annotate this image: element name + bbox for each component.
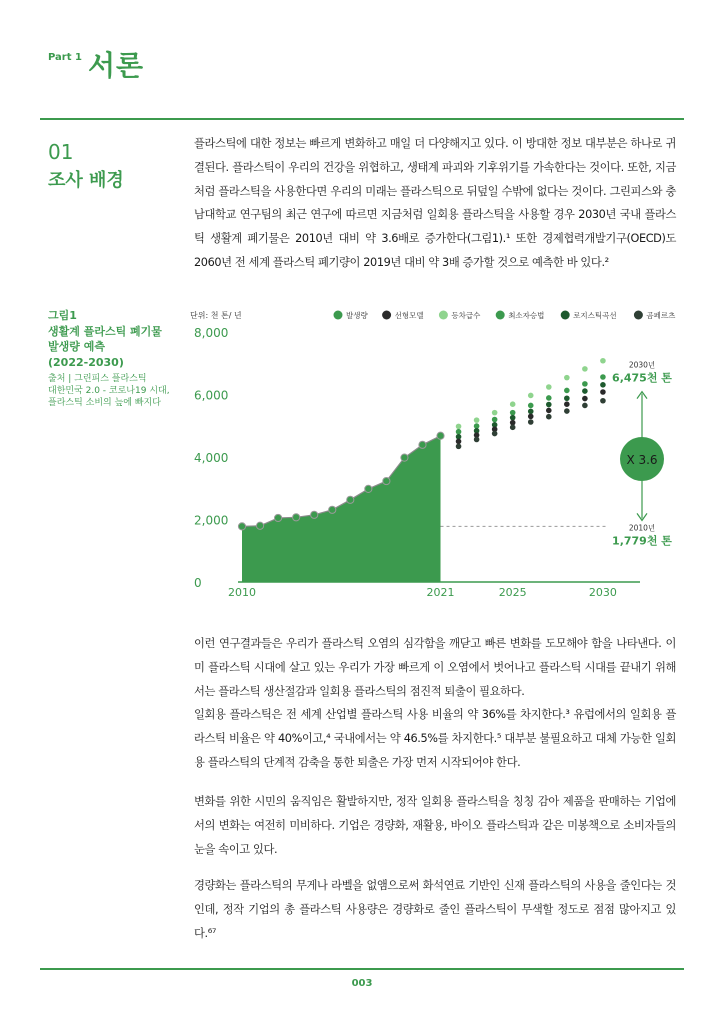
projection-point [528,403,534,409]
historical-point [383,477,390,484]
projection-point [456,439,462,445]
y-tick-label: 4,000 [194,451,229,465]
projection-point [582,396,588,402]
legend-marker [334,311,343,320]
legend-label: 등차급수 [451,311,481,320]
projection-point [582,366,588,372]
body-paragraph-3 [194,874,676,945]
projection-point [492,431,498,437]
projection-point [528,393,534,399]
projection-point [564,401,570,407]
y-tick-label: 8,000 [194,326,229,340]
projection-point [456,429,462,435]
projection-point [528,419,534,425]
body-paragraph-1 [194,632,676,775]
historical-point [401,454,408,461]
projection-point [510,410,516,416]
legend-label: 최소자승법 [508,311,545,320]
projection-point [474,417,480,423]
paragraph-text: 변화를 위한 시민의 움직임은 활발하지만, 정작 일회용 플라스틱을 칭칭 감아 제품을 판매하는 기업에서의 변화는 여전히 미비하다. 기업은 경량화, 재활용, 바이오 플라스틱과 같은 미봉책으로 소비자들의 눈을 속이고 있다. [194,795,676,856]
projection-point [600,374,606,380]
historical-point [311,511,318,518]
historical-point [238,523,245,530]
legend-marker [561,311,570,320]
waste-projection-chart [190,304,686,604]
projection-point [600,398,606,404]
part-title: 서론 [88,49,145,82]
legend-label: 선형모델 [394,311,424,320]
body-paragraph-2 [194,790,676,861]
projection-point [546,384,552,390]
figure-source-line: 출처 | 그린피스 플라스틱 [48,374,147,384]
unit-label: 단위: 천 톤/ 년 [190,311,242,320]
bottom-divider [40,968,684,970]
figure-label-line: (2022-2030) [48,355,124,369]
projection-point [546,414,552,420]
top-divider [40,118,684,120]
annotation-2010-value: 1,779천 톤 [612,534,672,548]
section-number: 01 [48,140,74,164]
x-tick-label: 2021 [426,586,455,599]
historical-point [347,496,354,503]
projection-point [528,409,534,415]
figure-source [48,373,173,409]
historical-area [242,436,441,582]
projection-point [510,401,516,407]
x-tick-label: 2010 [228,586,256,599]
y-tick-label: 6,000 [194,388,229,403]
historical-point [419,441,426,448]
x-tick-label: 2030 [588,586,617,599]
figure-label-line: 생활계 플라스틱 폐기물 [48,324,162,338]
figure-label-line: 그림1 [48,309,77,322]
legend-marker [382,311,391,320]
projection-point [582,403,588,409]
section-title: 조사 배경 [48,170,124,191]
figure-source-line: 플라스틱 소비의 늪에 빠지다 [48,398,161,408]
historical-point [293,514,300,521]
y-tick-label: 2,000 [194,513,229,528]
page-number: 003 [351,978,373,989]
projection-point [492,410,498,416]
legend-label: 곰페르츠 [646,311,676,320]
y-tick-label: 0 [194,576,202,590]
projection-point [546,395,552,401]
projection-point [582,388,588,394]
projection-point [600,358,606,364]
annotation-2010-year: 2010년 [628,523,656,533]
intro-paragraph: 플라스틱에 대한 정보는 빠르게 변화하고 매일 더 다양해지고 있다. 이 방대한 정보 대부분은 하나로 귀결된다. 플라스틱이 우리의 건강을 위협하고, 생태계 파괴와 기후위기를 가속한다는 것이다. 또한, 지금처럼 플라스틱을 사용한다면 우리의 미래는 플라스틱으로 뒤덮일 수밖에 없다는 것이다. 그린피스와 충남대학교 연구팀의 최근 연구에 따르면 지금처럼 일회용 플라스틱을 사용할 경우 2030년 국내 플라스틱 생활계 폐기물은 2010년 대비 약 3.6배로 증가한다(그림1).¹ 또한 경제협력개발기구(OECD)도 2060년 전 세계 플라스틱 폐기량이 2019년 대비 약 3배 증가할 것으로 예측한 바 있다.² [194,137,676,269]
projection-point [564,388,570,394]
projection-point [546,402,552,408]
historical-point [256,522,263,529]
historical-point [274,514,281,521]
figure-label-line: 발생량 예측 [48,340,105,353]
projection-point [600,382,606,388]
projection-point [546,408,552,414]
annotation-2030-value: 6,475천 톤 [612,371,672,385]
projection-point [474,437,480,443]
projection-point [456,424,462,430]
part-label: Part 1 [48,52,82,63]
projection-point [564,408,570,414]
multiplier-label: X 3.6 [626,453,658,467]
paragraph-text: 경량화는 플라스틱의 무게나 라벨을 없앰으로써 화석연료 기반인 신재 플라스틱의 사용을 줄인다는 것인데, 정작 기업의 총 플라스틱 사용량은 경량화로 줄인 플라스틱이 무색할 정도로 점점 많아지고 있다.⁶⁷ [194,879,676,940]
projection-point [510,425,516,431]
legend-marker [634,311,643,320]
projection-point [582,381,588,387]
projection-point [564,395,570,401]
projection-point [564,375,570,381]
historical-point [437,432,444,439]
annotation-2030-year: 2030년 [628,360,656,370]
legend-label: 발생량 [346,311,368,320]
historical-point [365,485,372,492]
legend-marker [439,311,448,320]
legend-marker [496,311,505,320]
historical-point [329,506,336,513]
projection-point [528,414,534,420]
figure-source-line: 대한민국 2.0 - 코로나19 시대, [48,386,170,396]
x-tick-label: 2025 [498,586,527,599]
legend-label: 로지스틱곡선 [573,311,617,320]
projection-point [510,415,516,421]
projection-point [456,444,462,450]
projection-point [600,389,606,395]
paragraph-text: 이런 연구결과들은 우리가 플라스틱 오염의 심각함을 깨닫고 빠른 변화를 도모해야 함을 나타낸다. 이미 플라스틱 시대에 살고 있는 우리가 가장 빠르게 이 오염에서 벗어나고 플라스틱 시대를 끝내기 위해서는 플라스틱 생산절감과 일회용 플라스틱의 점진적 퇴출이 필요하다. [194,637,676,698]
figure-label [48,308,173,370]
projection-point [492,417,498,423]
paragraph-text: 일회용 플라스틱은 전 세계 산업별 플라스틱 사용 비율의 약 36%를 차지한다.³ 유럽에서의 일회용 플라스틱 비율은 약 40%이고,⁴ 국내에서는 약 46.5%를 차지한다.⁵ 대부분 불필요하고 대체 가능한 일회용 플라스틱의 단계적 감축을 통한 퇴출은 가장 먼저 시작되어야 한다. [194,708,676,769]
